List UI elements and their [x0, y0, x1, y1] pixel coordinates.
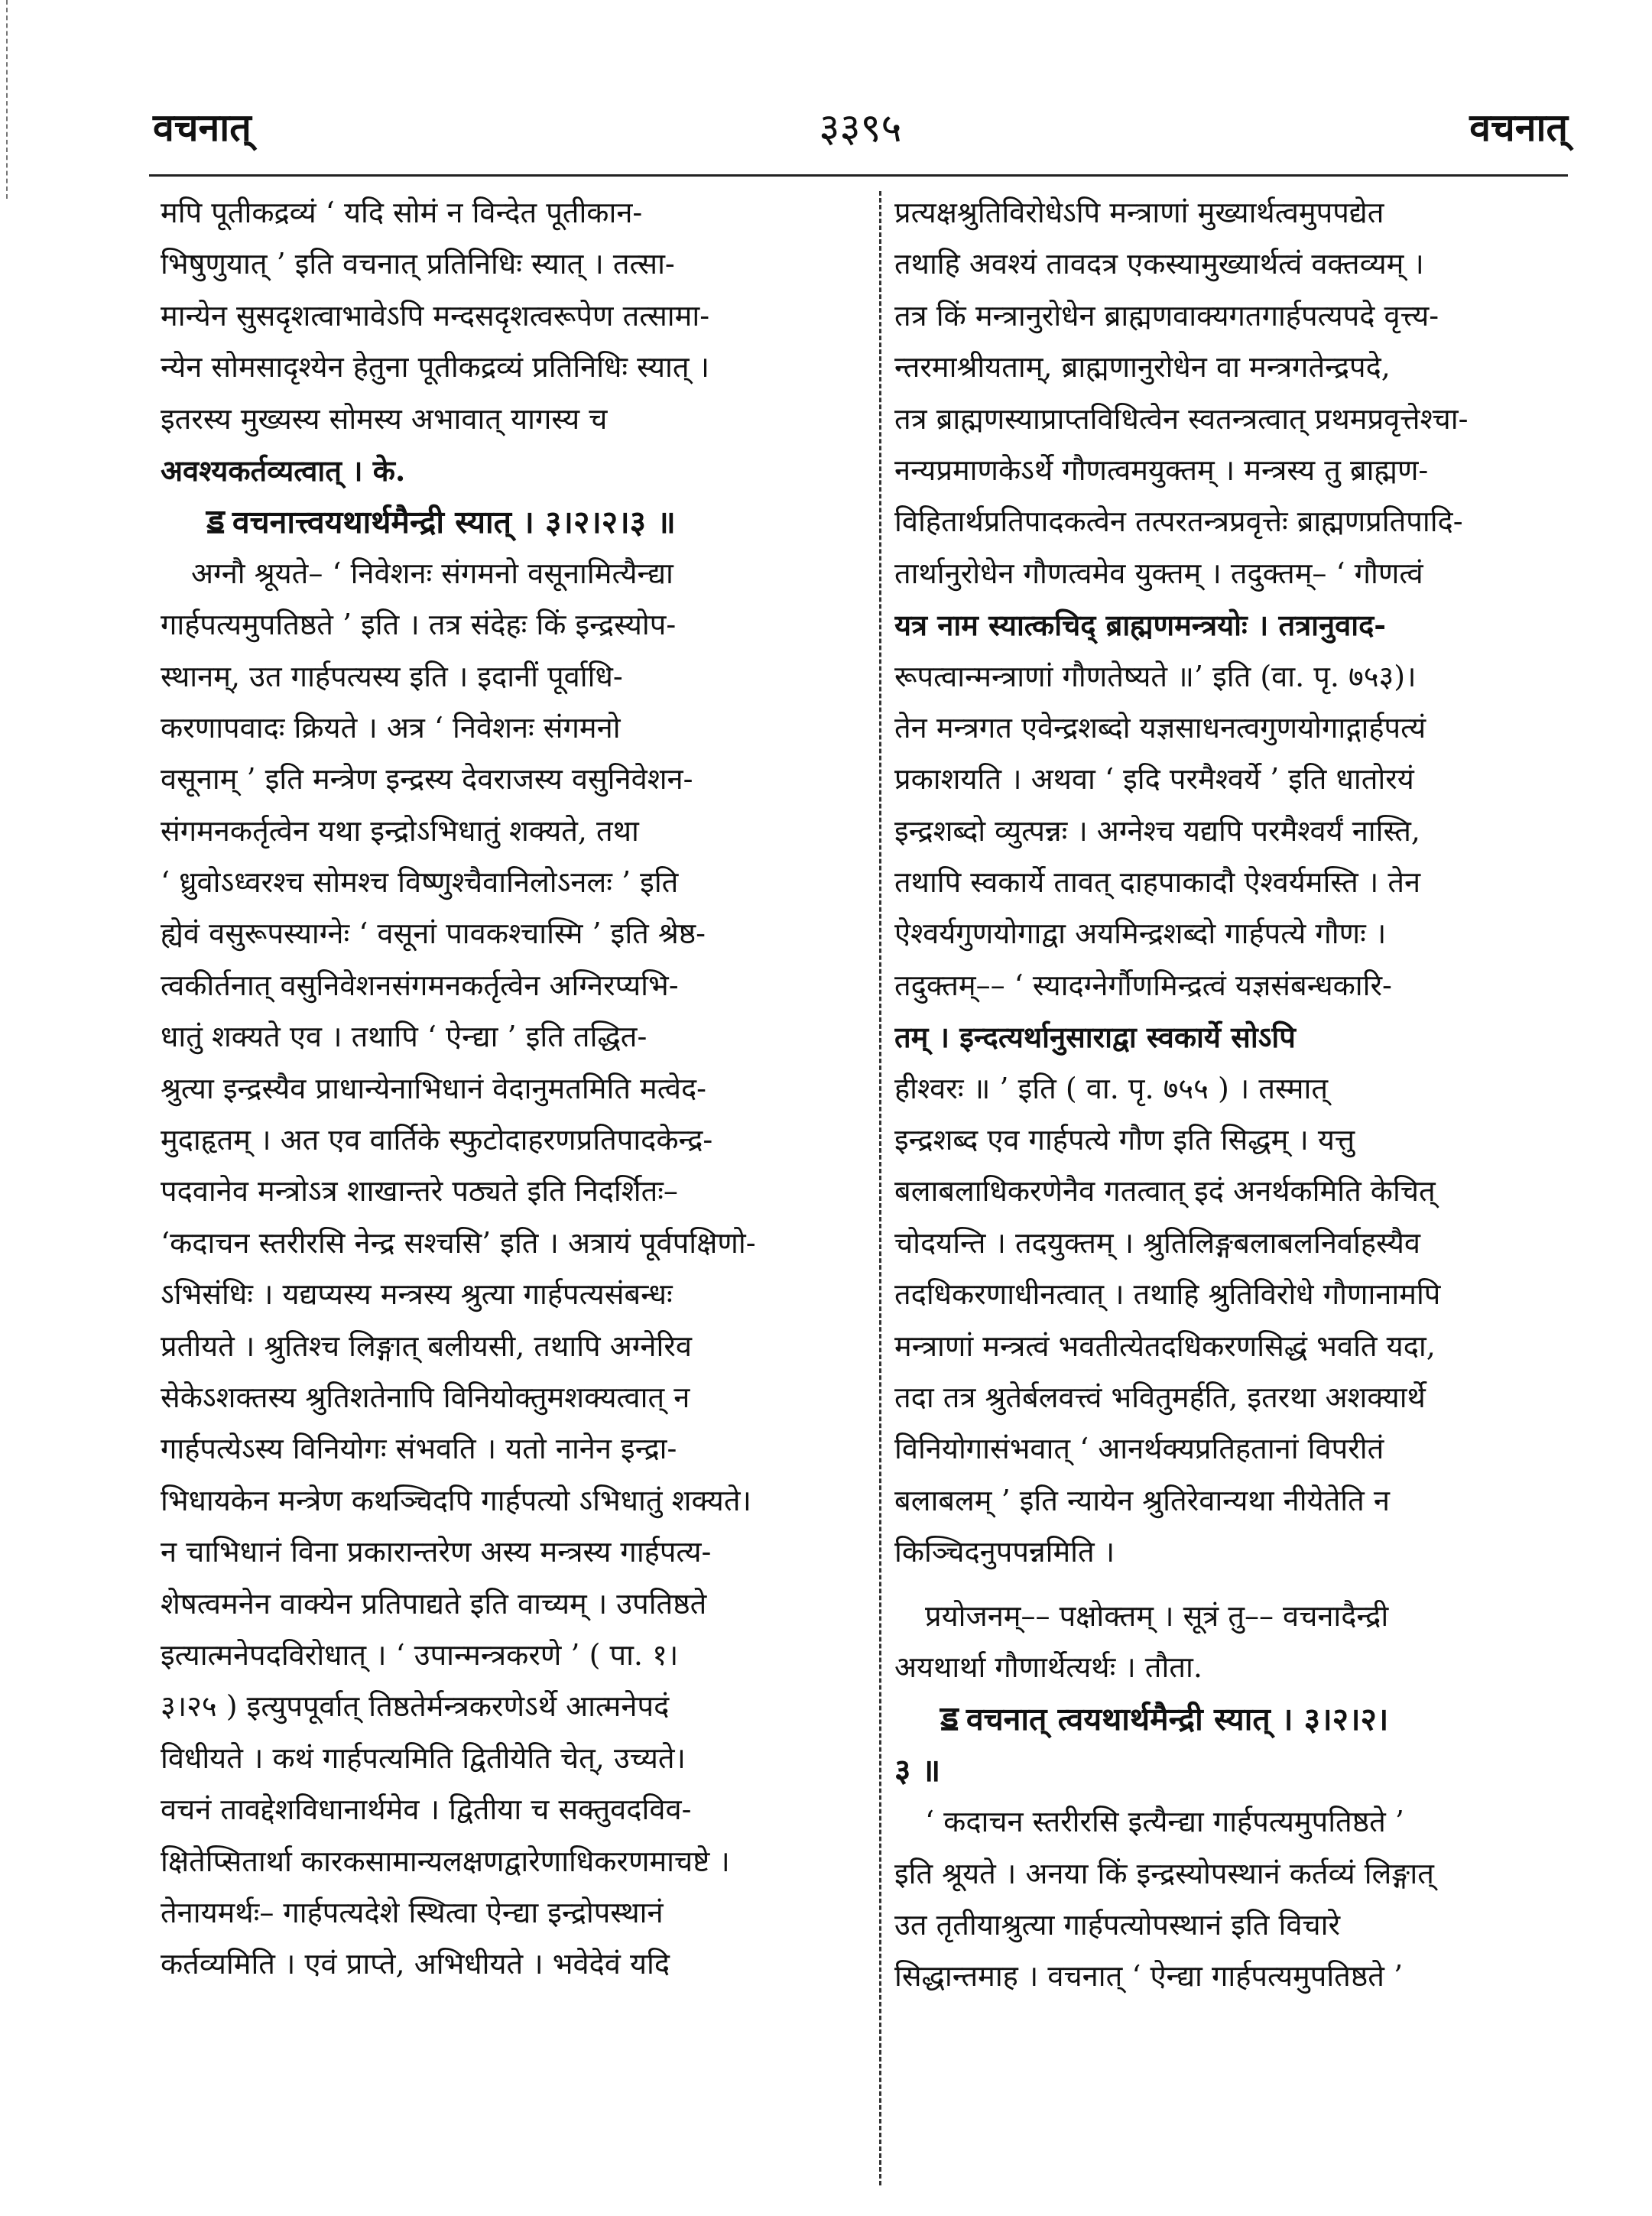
sutra-heading [161, 496, 849, 547]
text-line: इत्यात्मनेपदविरोधात् । ‘ उपान्मन्त्रकरणे ’ ( पा. १। [161, 1637, 679, 1672]
text-line: इतरस्य मुख्यस्य सोमस्य अभावात् यागस्य च [161, 401, 608, 436]
sutra-symbol-icon: ॾ [206, 502, 225, 542]
text-line: इति श्रूयते । अनया किं इन्द्रस्योपस्थानं कर्तव्यं लिङ्गात् [894, 1856, 1434, 1890]
text-line: ‘कदाचन स्तरीरसि नेन्द्र सश्चसि’ इति । अत्रायं पूर्वपक्षिणो- [161, 1225, 756, 1260]
text-line: प्रकाशयति । अथवा ‘ इदि परमैश्वर्ये ’ इति धातोरयं [894, 762, 1414, 797]
text-line: मपि पूतीकद्रव्यं ‘ यदि सोमं न विन्देत पूतीकान- [161, 196, 643, 229]
text-line: तदुक्तम्–– ‘ स्यादग्नेर्गौणमिन्द्रत्वं यज्ञसंबन्धकारि- [894, 968, 1392, 1002]
text-line: रूपत्वान्मन्त्राणां गौणतेष्यते ॥’ इति (वा. पृ. ७५३)। [894, 659, 1417, 693]
text-line: न्तरमाश्रीयताम्, ब्राह्मणानुरोधेन वा मन्त्रगतेन्द्रपदे, [894, 350, 1391, 384]
sutra-text: वचनात्त्वयथार्थमैन्द्री स्यात् । ३।२।२।३ ॥ [232, 504, 676, 541]
text-line: ऐश्वर्यगुणयोगाद्वा अयमिन्द्रशब्दो गार्हपत्ये गौणः । [894, 917, 1387, 951]
header-right-title: वचनात् [1469, 105, 1568, 150]
text-line: सिद्धान्तमाह । वचनात् ‘ ऐन्द्या गार्हपत्यमुपतिष्ठते ’ [894, 1959, 1404, 1994]
text-line: करणापवादः क्रियते । अत्र ‘ निवेशनः संगमनो [161, 710, 621, 745]
text-line: अग्नौ श्रूयते– ‘ निवेशनः संगमनो वसूनामित्यैन्द्या [191, 556, 673, 590]
text-line: स्थानम्, उत गार्हपत्यस्य इति । इदानीं पूर्वाधि- [161, 659, 623, 693]
text-line: बलाबलाधिकरणेनैव गतत्वात् इदं अनर्थकमिति केचित् [894, 1174, 1436, 1209]
text-line: पदवानेव मन्त्रोऽत्र शाखान्तरे पठ्यते इति निदर्शितः– [161, 1174, 678, 1209]
text-line: चोदयन्ति । तदयुक्तम् । श्रुतिलिङ्गबलाबलनिर्वाहस्यैव [894, 1225, 1421, 1260]
text-line: शेषत्वमनेन वाक्येन प्रतिपाद्यते इति वाच्यम् । उपतिष्ठते [161, 1586, 707, 1621]
text-line: बलाबलम् ’ इति न्यायेन श्रुतिरेवान्यथा नीयेतेति न [894, 1483, 1390, 1517]
sutra-heading-end: ३ ॥ [894, 1751, 941, 1789]
column-divider [879, 191, 881, 2185]
header-rule [149, 174, 1568, 177]
text-line: भिधायकेन मन्त्रेण कथञ्चिदपि गार्हपत्यो ऽभिधातुं शक्यते। [161, 1483, 751, 1517]
text-line: इन्द्रशब्दो व्युत्पन्नः । अग्नेश्च यद्यपि परमैश्वर्यं नास्ति, [894, 813, 1420, 848]
text-line: तत्र किं मन्त्रानुरोधेन ब्राह्मणवाक्यगतगार्हपत्यपदे वृत्त्य- [894, 298, 1439, 333]
text-line: न्येन सोमसादृश्येन हेतुना पूतीकद्रव्यं प्रतिनिधिः स्यात् । [161, 350, 709, 384]
sutra-text: वचनात् त्वयथार्थमैन्द्री स्यात् । ३।२।२। [966, 1701, 1389, 1738]
text-line: तदा तत्र श्रुतेर्बलवत्त्वं भवितुमर्हति, इतरथा अशक्यार्थे [894, 1380, 1426, 1414]
text-line: तार्थानुरोधेन गौणत्वमेव युक्तम् । तदुक्तम्– ‘ गौणत्वं [894, 556, 1423, 590]
text-line: ‘ ध्रुवोऽध्वरश्च सोमश्च विष्णुश्चैवानिलोऽनलः ’ इति [161, 865, 679, 900]
text-line: क्षितेप्सितार्था कारकसामान्यलक्षणद्वारेणाधिकरणमाचष्टे । [161, 1844, 730, 1878]
text-line: ऽभिसंधिः । यद्यप्यस्य मन्त्रस्य श्रुत्या गार्हपत्यसंबन्धः [161, 1277, 673, 1312]
text-line: तदधिकरणाधीनत्वात् । तथाहि श्रुतिविरोधे गौणानामपि [894, 1277, 1441, 1312]
right-column [894, 187, 1567, 2003]
header-left-title: वचनात् [153, 105, 252, 150]
text-line: ह्येवं वसुरूपस्याग्नेः ‘ वसूनां पावकश्चास्मि ’ इति श्रेष्ठ- [161, 917, 706, 951]
text-line: वचनं तावद्देशविधानार्थमेव । द्वितीया च सक्तुवदविव- [161, 1793, 692, 1827]
text-line: सेकेऽशक्तस्य श्रुतिशतेनापि विनियोक्तुमशक्यत्वात् न [161, 1380, 690, 1414]
text-line: अवश्यकर्तव्यत्वात् । के. [161, 453, 406, 488]
text-line: गार्हपत्येऽस्य विनियोगः संभवति । यतो नानेन इन्द्रा- [161, 1432, 677, 1466]
text-line: विहितार्थप्रतिपादकत्वेन तत्परतन्त्रप्रवृत्तेः ब्राह्मणप्रतिपादि- [894, 505, 1463, 539]
left-edge-mark [6, 0, 8, 199]
purpose-line: अयथार्था गौणार्थेत्यर्थः । तौता. [894, 1650, 1202, 1684]
text-line: किञ्चिदनुपपन्नमिति । [894, 1535, 1115, 1569]
text-line: मान्येन सुसदृशत्वाभावेऽपि मन्दसदृशत्वरूपेण तत्सामा- [161, 298, 710, 333]
text-line: नन्यप्रमाणकेऽर्थे गौणत्वमयुक्तम् । मन्त्रस्य तु ब्राह्मण- [894, 453, 1429, 487]
text-line: ‘ कदाचन स्तरीरसि इत्यैन्द्या गार्हपत्यमुपतिष्ठते ’ [925, 1805, 1404, 1839]
sutra-symbol-icon: ॾ [940, 1699, 959, 1739]
left-column [161, 187, 849, 1991]
text-line: भिषुणुयात् ’ इति वचनात् प्रतिनिधिः स्यात् । तत्सा- [161, 247, 675, 281]
text-line: न चाभिधानं विना प्रकारान्तरेण अस्य मन्त्रस्य गार्हपत्य- [161, 1535, 712, 1569]
text-line: उत तृतीयाश्रुत्या गार्हपत्योपस्थानं इति विचारे [894, 1907, 1341, 1942]
text-line: तथाहि अवश्यं तावदत्र एकस्यामुख्यार्थत्वं वक्तव्यम् । [894, 247, 1424, 281]
page-number: ३३९५ [819, 105, 902, 151]
text-line: प्रतीयते । श्रुतिश्च लिङ्गात् बलीयसी, तथापि अग्नेरिव [161, 1329, 693, 1363]
text-line: विधीयते । कथं गार्हपत्यमिति द्वितीयेति चेत्, उच्यते। [161, 1741, 686, 1775]
text-line: ३।२५ ) इत्युपपूर्वात् तिष्ठतेर्मन्त्रकरणेऽर्थे आत्मनेपदं [161, 1689, 670, 1724]
text-line: कर्तव्यमिति । एवं प्राप्ते, अभिधीयते । भवेदेवं यदि [161, 1947, 670, 1981]
text-line: श्रुत्या इन्द्रस्यैव प्राधान्येनाभिधानं वेदानुमतमिति मत्वेद- [161, 1071, 706, 1105]
text-line: धातुं शक्यते एव । तथापि ‘ ऐन्द्या ’ इति तद्धित- [161, 1020, 647, 1054]
text-line: वसूनाम् ’ इति मन्त्रेण इन्द्रस्य देवराजस्य वसुनिवेशन- [161, 762, 693, 797]
text-line: विनियोगासंभवात् ‘ आनर्थक्यप्रतिहतानां विपरीतं [894, 1432, 1384, 1466]
text-line: यत्र नाम स्यात्कचिद् ब्राह्मणमन्त्रयोः । तत्रानुवाद- [894, 608, 1387, 643]
text-line: तेन मन्त्रगत एवेन्द्रशब्दो यज्ञसाधनत्वगुणयोगाद्गार्हपत्यं [894, 710, 1426, 745]
text-line: तम् । इन्दत्यर्थानुसाराद्वा स्वकार्ये सोऽपि [894, 1020, 1296, 1055]
text-line: गार्हपत्यमुपतिष्ठते ’ इति । तत्र संदेहः किं इन्द्रस्योप- [161, 608, 677, 642]
text-line: तथापि स्वकार्ये तावत् दाहपाकादौ ऐश्वर्यमस्ति । तेन [894, 865, 1421, 900]
text-line: हीश्वरः ॥ ’ इति ( वा. पृ. ७५५ ) । तस्मात् [894, 1071, 1329, 1105]
text-line: संगमनकर्तृत्वेन यथा इन्द्रोऽभिधातुं शक्यते, तथा [161, 813, 639, 848]
text-line: मुदाहृतम् । अत एव वार्तिके स्फुटोदाहरणप्रतिपादकेन्द्र- [161, 1123, 713, 1157]
purpose-line: प्रयोजनम्–– पक्षोक्तम् । सूत्रं तु–– वचनादैन्द्री [925, 1598, 1389, 1633]
text-line: त्वकीर्तनात् वसुनिवेशनसंगमनकर्तृत्वेन अग्निरप्यभि- [161, 968, 679, 1002]
text-line: इन्द्रशब्द एव गार्हपत्ये गौण इति सिद्धम् । यत्तु [894, 1123, 1355, 1157]
page-header [153, 92, 1568, 161]
text-line: प्रत्यक्षश्रुतिविरोधेऽपि मन्त्राणां मुख्यार्थत्वमुपपद्येत [894, 196, 1384, 229]
sutra-heading [894, 1693, 1567, 1744]
text-line: मन्त्राणां मन्त्रत्वं भवतीत्येतदधिकरणसिद्धं भवति यदा, [894, 1329, 1436, 1363]
text-line: तत्र ब्राह्मणस्याप्राप्तविधित्वेन स्वतन्त्रत्वात् प्रथमप्रवृत्तेश्चा- [894, 401, 1469, 436]
text-line: तेनायमर्थः– गार्हपत्यदेशे स्थित्वा ऐन्द्या इन्द्रोपस्थानं [161, 1895, 664, 1929]
